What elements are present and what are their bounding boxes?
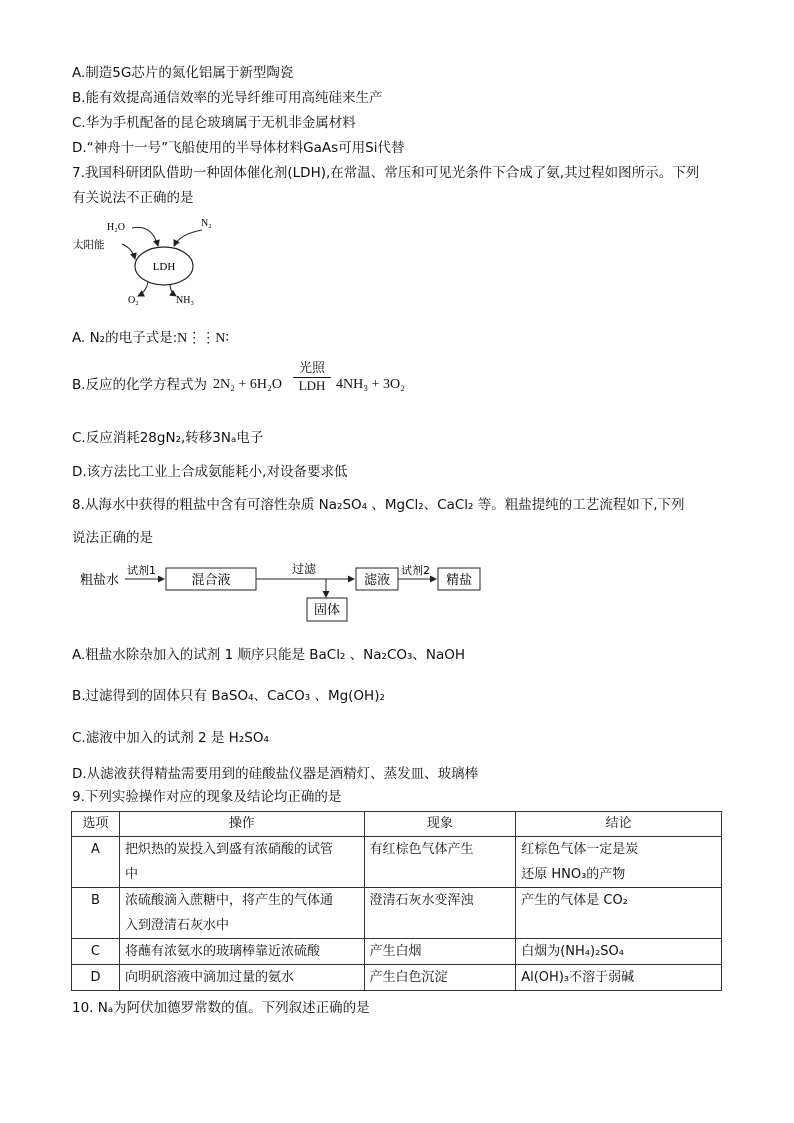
q7-option-a [72, 329, 229, 348]
q6-option-d: D.“神舟十一号”飞船使用的半导体材料GaAs可用Si代替 [72, 140, 405, 156]
operation-line: 把炽热的炭投入到盛有浓硝酸的试管 [124, 842, 333, 857]
salt-purification-flowchart [80, 560, 500, 630]
operation-line: 入到澄清石灰水中 [124, 918, 229, 933]
flow-refined: 精盐 [445, 573, 473, 588]
operation-line: 浓硫酸滴入蔗糖中，将产生的气体通 [124, 893, 333, 908]
q8-option-b: B.过滤得到的固体只有 BaSO₄、CaCO₃ 、Mg(OH)₂ [72, 688, 385, 704]
q8-stem-line1: 8.从海水中获得的粗盐中含有可溶性杂质 Na₂SO₄ 、MgCl₂、CaCl₂ 等。粗盐提纯的工艺流程如下,下列 [72, 497, 685, 513]
n2-electron-formula: N⋮⋮N∶ [177, 331, 230, 346]
table-header-row [72, 812, 722, 837]
header-option: 选项 [72, 812, 120, 837]
row-option: C [72, 939, 120, 965]
q8-option-a: A.粗盐水除杂加入的试剂 1 顺序只能是 BaCl₂ 、Na₂CO₃、NaOH [72, 647, 466, 663]
table-row [72, 888, 722, 939]
conclusion-line: 还原 HNO₃的产物 [521, 867, 626, 882]
n2-label: N₂ [201, 218, 212, 229]
condition-light: 光照 [298, 361, 325, 376]
condition-catalyst: LDH [298, 378, 326, 393]
q9-stem: 9.下列实验操作对应的现象及结论均正确的是 [72, 789, 342, 805]
reaction-left-side: 2N₂ + 6H₂O [213, 377, 282, 392]
experiment-table [71, 811, 722, 991]
h2o-arrow [132, 227, 158, 246]
row-option: B [72, 888, 120, 939]
ldh-label: LDH [152, 261, 176, 273]
flow-filtrate: 滤液 [363, 573, 391, 588]
row-conclusion: 白烟为(NH₄)₂SO₄ [516, 939, 722, 965]
row-option: A [72, 837, 120, 888]
sun-arrow [122, 244, 135, 259]
header-conclusion: 结论 [516, 812, 722, 837]
flow-reagent2: 试剂2 [401, 564, 430, 577]
n2-arrow [174, 230, 202, 246]
reaction-condition [292, 361, 332, 394]
conclusion-line: 红棕色气体一定是炭 [521, 842, 639, 857]
flow-start: 粗盐水 [80, 573, 120, 588]
q6-option-c: C.华为手机配备的昆仑玻璃属于无机非金属材料 [72, 115, 356, 131]
q7-stem-line2: 有关说法不正确的是 [72, 190, 194, 206]
q8-stem-line2: 说法正确的是 [72, 530, 153, 546]
q8-option-c: C.滤液中加入的试剂 2 是 H₂SO₄ [72, 730, 269, 746]
q10-stem: 10. Nₐ为阿伏加德罗常数的值。下列叙述正确的是 [72, 1000, 370, 1016]
nh3-label: NH₃ [176, 295, 194, 306]
q7-option-b-text: B.反应的化学方程式为 [72, 377, 208, 393]
h2o-label: H₂O [107, 222, 125, 233]
reaction-right-side: 4NH₃ + 3O₂ [336, 377, 405, 392]
q7-option-c: C.反应消耗28gN₂,转移3Nₐ电子 [72, 430, 264, 446]
row-operation: 向明矾溶液中滴加过量的氨水 [119, 965, 364, 991]
row-phenomenon: 澄清石灰水变浑浊 [364, 888, 516, 939]
q6-option-a: A.制造5G芯片的氮化铝属于新型陶瓷 [72, 65, 294, 81]
row-operation: 将蘸有浓氨水的玻璃棒靠近浓硫酸 [119, 939, 364, 965]
q6-option-b: B.能有效提高通信效率的光导纤维可用高纯硅来生产 [72, 90, 383, 106]
row-conclusion [516, 837, 722, 888]
flow-solid: 固体 [313, 603, 341, 618]
row-operation [119, 888, 364, 939]
table-row [72, 965, 722, 991]
q8-option-d: D.从滤液获得精盐需要用到的硅酸盐仪器是酒精灯、蒸发皿、玻璃棒 [72, 766, 479, 782]
o2-label: O₂ [128, 295, 139, 306]
flow-reagent1: 试剂1 [127, 564, 156, 577]
ldh-cycle-diagram [70, 212, 240, 312]
flow-mix: 混合液 [191, 573, 231, 588]
operation-line: 中 [124, 867, 138, 882]
row-conclusion: Al(OH)₃不溶于弱碱 [516, 965, 722, 991]
header-phenomenon: 现象 [364, 812, 516, 837]
flow-filter: 过滤 [292, 562, 317, 576]
o2-arrow [138, 282, 148, 296]
q7-stem-line1: 7.我国科研团队借助一种固体催化剂(LDH),在常温、常压和可见光条件下合成了氨,其过程如图所示。下列 [72, 165, 700, 181]
header-operation: 操作 [119, 812, 364, 837]
table-row [72, 837, 722, 888]
sun-label: 太阳能 [73, 239, 105, 251]
row-conclusion: 产生的气体是 CO₂ [516, 888, 722, 939]
table-row [72, 939, 722, 965]
row-operation [119, 837, 364, 888]
q7-option-d: D.该方法比工业上合成氨能耗小,对设备要求低 [72, 464, 348, 480]
row-phenomenon: 产生白烟 [364, 939, 516, 965]
row-phenomenon: 产生白色沉淀 [364, 965, 516, 991]
q7-option-a-text: A. N₂的电子式是: [72, 330, 178, 346]
row-phenomenon: 有红棕色气体产生 [364, 837, 516, 888]
row-option: D [72, 965, 120, 991]
